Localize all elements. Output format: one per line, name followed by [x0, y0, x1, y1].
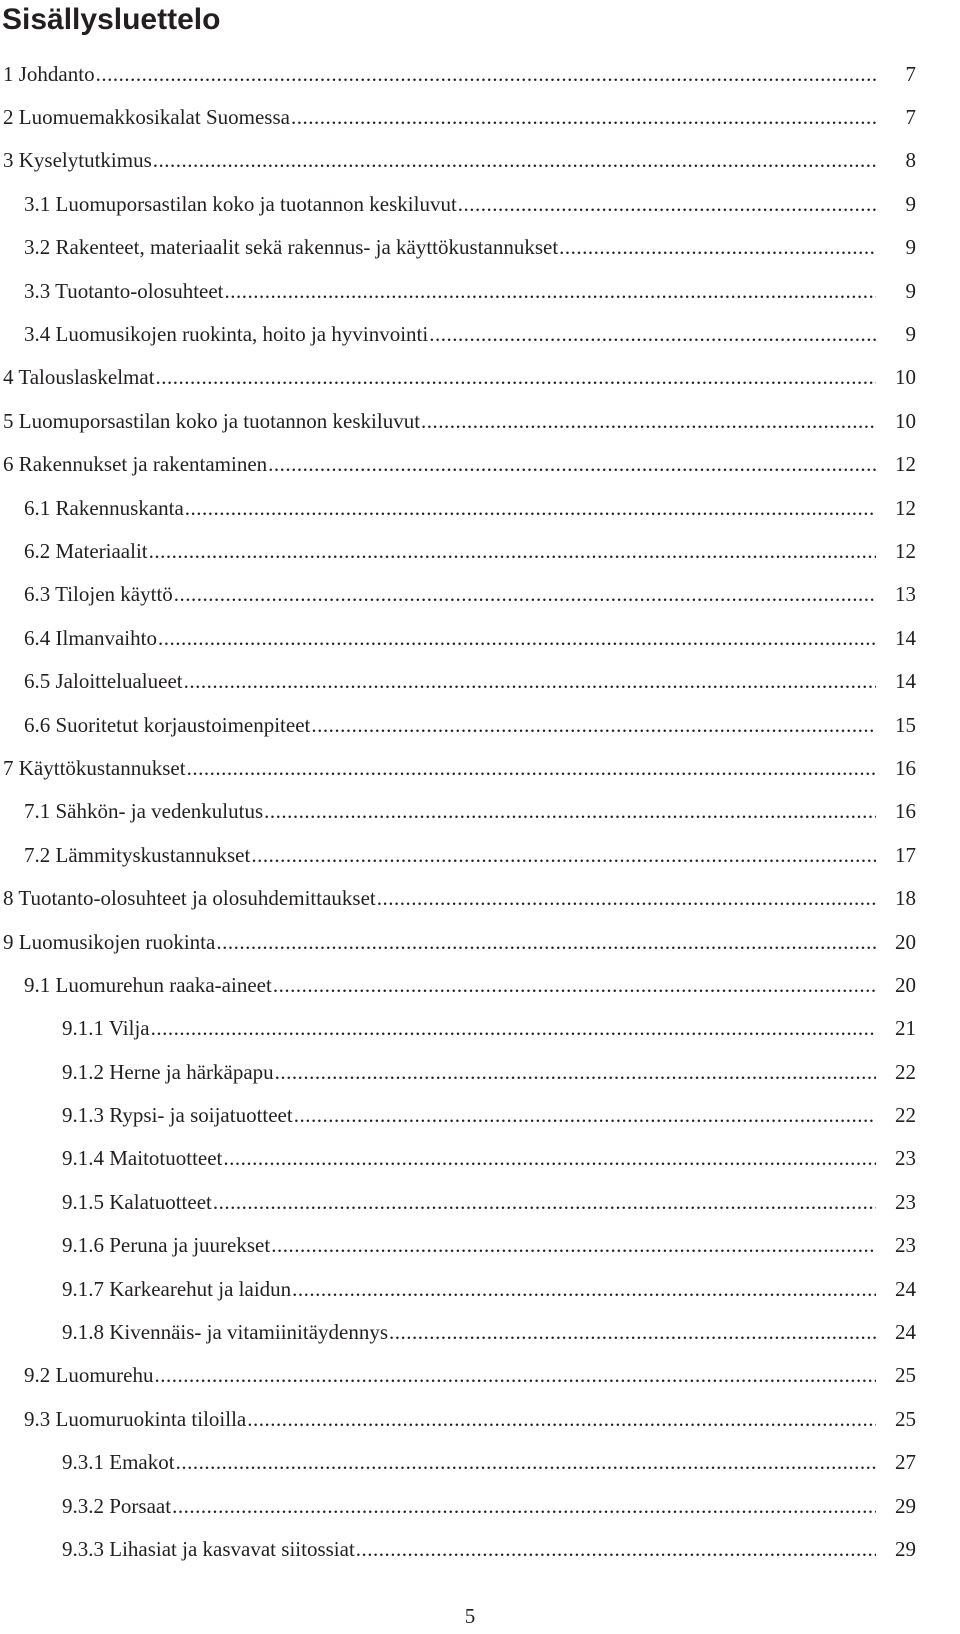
toc-entry[interactable] — [0, 1050, 960, 1093]
toc-entry-page-number: 10 — [895, 365, 916, 390]
toc-entry-text — [0, 496, 878, 520]
toc-entry-title: 7.2 Lämmityskustannukset — [24, 842, 251, 867]
toc-entry-text — [0, 1190, 878, 1214]
toc-entry-text — [0, 626, 878, 650]
dot-leader — [185, 496, 876, 520]
toc-entry-title: 3.3 Tuotanto-olosuhteet — [24, 278, 224, 303]
toc-entry-page-number: 23 — [895, 1146, 916, 1171]
dot-leader — [213, 1190, 876, 1214]
toc-entry[interactable] — [0, 443, 960, 486]
toc-entry-page-number: 9 — [905, 322, 916, 347]
dot-leader — [271, 1233, 876, 1257]
toc-entry-text — [0, 669, 878, 693]
toc-entry-page-number: 25 — [895, 1406, 916, 1431]
dot-leader — [377, 886, 876, 910]
dot-leader — [151, 1016, 876, 1040]
toc-entry-text — [0, 235, 878, 259]
toc-entry-text — [0, 1494, 878, 1518]
dot-leader — [264, 799, 876, 823]
toc-entry[interactable] — [0, 486, 960, 529]
toc-entry-page-number: 9 — [905, 191, 916, 216]
page-title: Sisällysluettelo — [2, 3, 221, 36]
dot-leader — [294, 1103, 876, 1127]
toc-entry-page-number: 9 — [905, 278, 916, 303]
toc-entry[interactable] — [0, 1267, 960, 1310]
toc-entry[interactable] — [0, 1397, 960, 1440]
toc-entry[interactable] — [0, 95, 960, 138]
toc-entry-title: 9.1.2 Herne ja härkäpapu — [62, 1059, 274, 1084]
dot-leader — [176, 1450, 876, 1474]
toc-entry[interactable] — [0, 399, 960, 442]
toc-entry-page-number: 14 — [895, 625, 916, 650]
dot-leader — [216, 930, 876, 954]
dot-leader — [223, 1146, 876, 1170]
table-of-contents — [0, 52, 960, 1571]
toc-entry-text — [0, 452, 878, 476]
dot-leader — [158, 626, 876, 650]
toc-entry-text — [0, 1320, 878, 1344]
toc-entry-title: 9.1.6 Peruna ja juurekset — [62, 1233, 271, 1258]
toc-entry[interactable] — [0, 573, 960, 616]
dot-leader — [154, 1363, 876, 1387]
toc-entry-text — [0, 1277, 878, 1301]
toc-entry-title: 9.1.8 Kivennäis- ja vitamiinitäydennys — [62, 1320, 389, 1345]
toc-entry[interactable] — [0, 1310, 960, 1353]
toc-entry-title: 7.1 Sähkön- ja vedenkulutus — [24, 799, 264, 824]
footer-page-number: 5 — [464, 1604, 476, 1628]
toc-entry-title: 3 Kyselytutkimus — [3, 148, 152, 173]
toc-entry-title: 6 Rakennukset ja rakentaminen — [3, 452, 268, 477]
dot-leader — [174, 582, 876, 606]
toc-entry-text — [0, 1233, 878, 1257]
toc-entry[interactable] — [0, 1180, 960, 1223]
toc-entry-title: 6.3 Tilojen käyttö — [24, 582, 173, 607]
toc-entry-page-number: 23 — [895, 1233, 916, 1258]
dot-leader — [292, 1277, 876, 1301]
toc-entry-text — [0, 192, 878, 216]
dot-leader — [96, 62, 876, 86]
toc-entry[interactable] — [0, 182, 960, 225]
dot-leader — [275, 1060, 876, 1084]
toc-entry[interactable] — [0, 920, 960, 963]
toc-entry-text — [0, 713, 878, 737]
toc-entry-title: 9.3.2 Porsaat — [62, 1493, 172, 1518]
toc-entry-title: 3.4 Luomusikojen ruokinta, hoito ja hyvinvointi — [24, 322, 429, 347]
toc-entry-title: 9.2 Luomurehu — [24, 1363, 154, 1388]
toc-entry-page-number: 29 — [895, 1493, 916, 1518]
toc-entry-page-number: 9 — [905, 235, 916, 260]
toc-entry-text — [0, 886, 878, 910]
toc-entry-page-number: 18 — [895, 886, 916, 911]
toc-entry-title: 9.3.3 Lihasiat ja kasvavat siitossiat — [62, 1536, 355, 1561]
toc-entry-text — [0, 1407, 878, 1431]
toc-entry[interactable] — [0, 1484, 960, 1527]
toc-entry[interactable] — [0, 703, 960, 746]
toc-entry-page-number: 12 — [895, 452, 916, 477]
toc-entry-title: 9 Luomusikojen ruokinta — [3, 929, 216, 954]
toc-entry-title: 9.1.3 Rypsi- ja soijatuotteet — [62, 1103, 293, 1128]
toc-entry-title: 6.6 Suoritetut korjaustoimenpiteet — [24, 712, 311, 737]
dot-leader — [156, 365, 876, 389]
toc-entry-page-number: 8 — [905, 148, 916, 173]
toc-entry-page-number: 21 — [895, 1016, 916, 1041]
toc-entry[interactable] — [0, 1007, 960, 1050]
toc-entry-title: 9.1.7 Karkearehut ja laidun — [62, 1276, 292, 1301]
dot-leader — [187, 756, 876, 780]
toc-entry-page-number: 22 — [895, 1059, 916, 1084]
toc-entry-text — [0, 539, 878, 563]
dot-leader — [251, 843, 876, 867]
toc-entry-text — [0, 1016, 878, 1040]
toc-entry-text — [0, 1363, 878, 1387]
toc-entry-title: 2 Luomuemakkosikalat Suomessa — [3, 105, 290, 130]
toc-entry-text — [0, 582, 878, 606]
toc-entry-page-number: 29 — [895, 1536, 916, 1561]
toc-entry-text — [0, 799, 878, 823]
toc-entry-text — [0, 1537, 878, 1561]
dot-leader — [356, 1537, 876, 1561]
toc-entry-title: 7 Käyttökustannukset — [3, 755, 186, 780]
toc-entry[interactable] — [0, 139, 960, 182]
toc-entry-page-number: 20 — [895, 972, 916, 997]
toc-entry-page-number: 7 — [905, 105, 916, 130]
toc-entry[interactable] — [0, 790, 960, 833]
toc-entry-title: 9.1.4 Maitotuotteet — [62, 1146, 223, 1171]
toc-entry-page-number: 25 — [895, 1363, 916, 1388]
toc-entry[interactable] — [0, 1527, 960, 1570]
dot-leader — [291, 105, 876, 129]
toc-entry-page-number: 17 — [895, 842, 916, 867]
dot-leader — [311, 713, 876, 737]
dot-leader — [225, 279, 876, 303]
dot-leader — [559, 235, 876, 259]
toc-entry-title: 9.3.1 Emakot — [62, 1450, 175, 1475]
toc-entry[interactable] — [0, 226, 960, 269]
toc-entry[interactable] — [0, 1137, 960, 1180]
dot-leader — [153, 148, 876, 172]
toc-entry-text — [0, 1060, 878, 1084]
toc-entry[interactable] — [0, 876, 960, 919]
toc-entry-title: 5 Luomuporsastilan koko ja tuotannon keskiluvut — [3, 408, 421, 433]
toc-entry-text — [0, 365, 878, 389]
toc-entry[interactable] — [0, 659, 960, 702]
toc-entry-page-number: 20 — [895, 929, 916, 954]
toc-entry-text — [0, 62, 878, 86]
dot-leader — [389, 1320, 876, 1344]
toc-entry[interactable] — [0, 746, 960, 789]
toc-entry-title: 1 Johdanto — [3, 61, 95, 86]
toc-entry-title: 8 Tuotanto-olosuhteet ja olosuhdemittaukset — [3, 886, 376, 911]
toc-entry-text — [0, 409, 878, 433]
toc-entry-text — [0, 1103, 878, 1127]
toc-entry-title: 9.1.5 Kalatuotteet — [62, 1189, 212, 1214]
dot-leader — [149, 539, 876, 563]
toc-entry-page-number: 27 — [895, 1450, 916, 1475]
toc-entry-page-number: 14 — [895, 669, 916, 694]
toc-entry[interactable] — [0, 1224, 960, 1267]
toc-entry-title: 4 Talouslaskelmat — [3, 365, 155, 390]
dot-leader — [247, 1407, 876, 1431]
toc-entry-page-number: 24 — [895, 1276, 916, 1301]
toc-entry-page-number: 12 — [895, 538, 916, 563]
toc-entry-page-number: 22 — [895, 1103, 916, 1128]
toc-entry[interactable] — [0, 1093, 960, 1136]
toc-entry-title: 9.1 Luomurehun raaka-aineet — [24, 972, 272, 997]
toc-entry-page-number: 13 — [895, 582, 916, 607]
toc-entry[interactable] — [0, 529, 960, 572]
toc-entry-text — [0, 756, 878, 780]
toc-entry-text — [0, 322, 878, 346]
toc-entry[interactable] — [0, 833, 960, 876]
toc-entry-title: 3.1 Luomuporsastilan koko ja tuotannon keskiluvut — [24, 191, 457, 216]
dot-leader — [458, 192, 876, 216]
toc-entry-text — [0, 973, 878, 997]
dot-leader — [421, 409, 876, 433]
toc-entry[interactable] — [0, 312, 960, 355]
dot-leader — [172, 1494, 876, 1518]
toc-entry-text — [0, 930, 878, 954]
toc-entry-title: 6.2 Materiaalit — [24, 538, 148, 563]
toc-entry-title: 6.5 Jaloittelualueet — [24, 669, 183, 694]
toc-entry-title: 9.3 Luomuruokinta tiloilla — [24, 1406, 247, 1431]
toc-entry-page-number: 7 — [905, 61, 916, 86]
toc-entry-text — [0, 105, 878, 129]
toc-entry[interactable] — [0, 52, 960, 95]
dot-leader — [429, 322, 876, 346]
toc-entry-title: 6.1 Rakennuskanta — [24, 495, 184, 520]
toc-entry-title: 9.1.1 Vilja — [62, 1016, 150, 1041]
toc-entry-text — [0, 1146, 878, 1170]
toc-entry[interactable] — [0, 1441, 960, 1484]
toc-entry-page-number: 10 — [895, 408, 916, 433]
toc-entry[interactable] — [0, 269, 960, 312]
dot-leader — [273, 973, 876, 997]
toc-entry-title: 6.4 Ilmanvaihto — [24, 625, 157, 650]
toc-entry-page-number: 23 — [895, 1189, 916, 1214]
toc-entry[interactable] — [0, 963, 960, 1006]
toc-entry-page-number: 16 — [895, 799, 916, 824]
toc-entry-page-number: 15 — [895, 712, 916, 737]
toc-entry-page-number: 16 — [895, 755, 916, 780]
dot-leader — [184, 669, 876, 693]
toc-entry-page-number: 24 — [895, 1320, 916, 1345]
toc-entry-title: 3.2 Rakenteet, materiaalit sekä rakennus- ja käyttökustannukset — [24, 235, 559, 260]
toc-entry[interactable] — [0, 356, 960, 399]
toc-entry-text — [0, 279, 878, 303]
toc-entry-page-number: 12 — [895, 495, 916, 520]
toc-entry[interactable] — [0, 616, 960, 659]
toc-entry-text — [0, 843, 878, 867]
toc-entry-text — [0, 148, 878, 172]
toc-entry-text — [0, 1450, 878, 1474]
toc-entry[interactable] — [0, 1354, 960, 1397]
dot-leader — [268, 452, 876, 476]
